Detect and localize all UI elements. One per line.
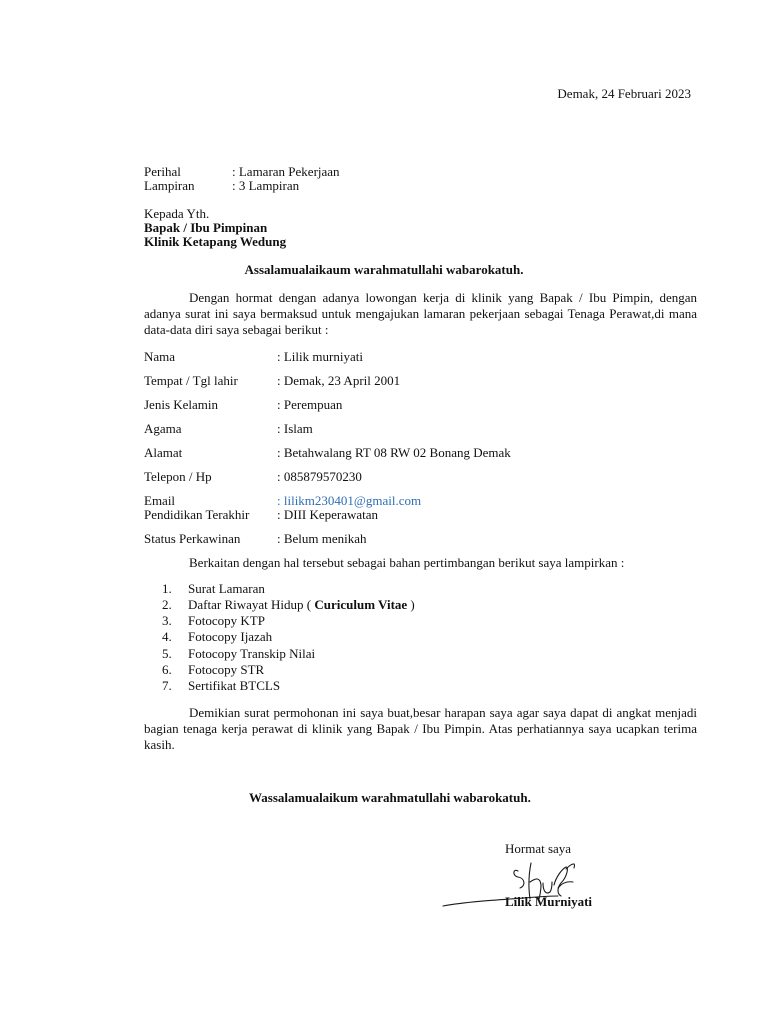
list-item-text-part: ): [407, 597, 415, 612]
list-item-text: [188, 597, 415, 613]
attachments-intro: Berkaitan dengan hal tersebut sebagai bahan pertimbangan berikut saya lampirkan :: [189, 555, 625, 570]
header-label-lampiran: Lampiran: [144, 178, 195, 193]
bio-label-education: Pendidikan Terakhir: [144, 507, 250, 522]
recipient-title: Bapak / Ibu Pimpinan: [144, 220, 268, 235]
opening-greeting: Assalamualaikaum warahmatullahi wabarokatuh.: [244, 262, 524, 277]
header-value-perihal: : Lamaran Pekerjaan: [232, 164, 340, 179]
list-item-number: 1.: [162, 581, 172, 596]
list-item-text: Fotocopy STR: [188, 662, 265, 677]
list-item-text: Fotocopy Ijazah: [188, 629, 273, 644]
bio-value-marital: : Belum menikah: [277, 531, 367, 546]
list-item-number: 5.: [162, 646, 172, 661]
bio-value-email[interactable]: : lilikm230401@gmail.com: [277, 493, 422, 508]
bio-value-religion: : Islam: [277, 421, 313, 436]
bio-label-marital: Status Perkawinan: [144, 531, 241, 546]
recipient-salutation: Kepada Yth.: [144, 206, 210, 221]
closing-text: Demikian surat permohonan ini saya buat,besar harapan saya agar saya dapat di angkat menjadi bagian tenaga kerja perawat di klinik yang Bapak / Ibu Pimpin. Atas perhatiannya saya ucapkan terima kasih.: [144, 705, 697, 753]
bio-value-birth: : Demak, 23 April 2001: [277, 373, 401, 388]
letter-date: Demak, 24 Februari 2023: [557, 86, 691, 101]
list-item-number: 7.: [162, 678, 172, 693]
bio-label-gender: Jenis Kelamin: [144, 397, 219, 412]
list-item-text: Sertifikat BTCLS: [188, 678, 281, 693]
list-item-number: 4.: [162, 629, 172, 644]
list-item-number: 2.: [162, 597, 172, 612]
bio-label-email: Email: [144, 493, 176, 508]
bio-value-name: : Lilik murniyati: [277, 349, 363, 364]
bio-value-address: : Betahwalang RT 08 RW 02 Bonang Demak: [277, 445, 511, 460]
bio-label-phone: Telepon / Hp: [144, 469, 212, 484]
intro-text: Dengan hormat dengan adanya lowongan kerja di klinik yang Bapak / Ibu Pimpin, dengan adanya surat ini saya bermaksud untuk mengajukan lamaran pekerjaan sebagai Tenaga Perawat,di mana data-data diri saya sebagai berikut :: [144, 290, 697, 338]
header-value-lampiran: : 3 Lampiran: [232, 178, 300, 193]
signature-salutation: Hormat saya: [505, 841, 572, 856]
bio-label-religion: Agama: [144, 421, 182, 436]
signature-name: Lilik Murniyati: [505, 894, 593, 909]
bio-label-name: Nama: [144, 349, 176, 364]
bio-value-gender: : Perempuan: [277, 397, 343, 412]
header-label-perihal: Perihal: [144, 164, 181, 179]
list-item-number: 6.: [162, 662, 172, 677]
list-item-number: 3.: [162, 613, 172, 628]
intro-paragraph: [144, 290, 697, 339]
list-item-text: Fotocopy KTP: [188, 613, 265, 628]
bio-value-phone: : 085879570230: [277, 469, 362, 484]
list-item-text-part: Daftar Riwayat Hidup (: [188, 597, 315, 612]
bio-label-birth: Tempat / Tgl lahir: [144, 373, 238, 388]
list-item-text: Fotocopy Transkip Nilai: [188, 646, 316, 661]
bio-value-education: : DIII Keperawatan: [277, 507, 379, 522]
farewell-greeting: Wassalamualaikum warahmatullahi wabarokatuh.: [249, 790, 531, 805]
bio-label-address: Alamat: [144, 445, 183, 460]
closing-paragraph: [144, 705, 697, 754]
list-item-text-bold: Curiculum Vitae: [314, 597, 408, 612]
list-item-text: Surat Lamaran: [188, 581, 265, 596]
recipient-institution: Klinik Ketapang Wedung: [144, 234, 287, 249]
